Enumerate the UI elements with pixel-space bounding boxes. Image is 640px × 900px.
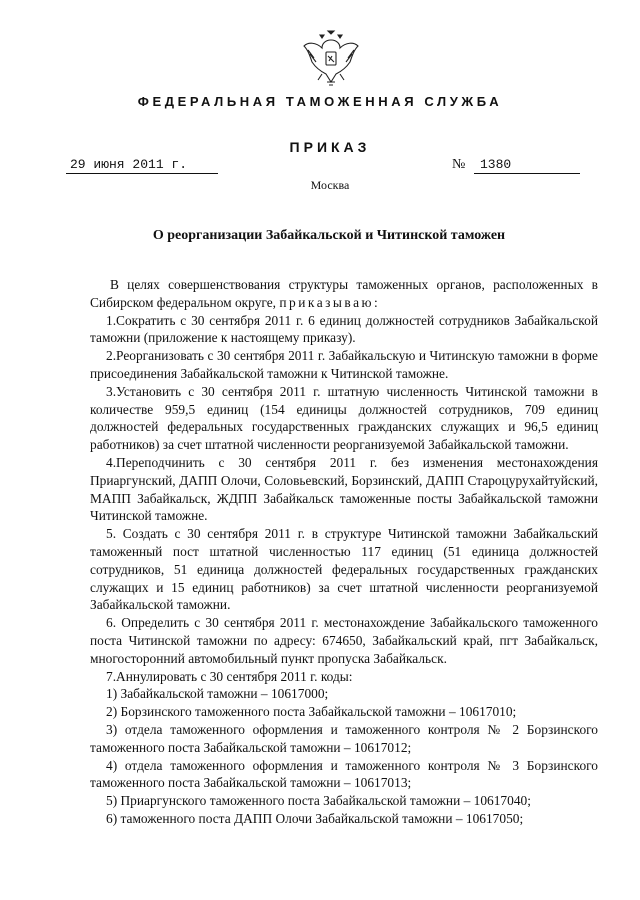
paragraph-7: 7.Аннулировать с 30 сентября 2011 г. коды:: [106, 668, 353, 684]
paragraph-4: 4.Переподчинить с 30 сентября 2011 г. без изменения местонахождения Приаргунский, ДАПП Олочи, Соловьевский, Борзинский, ДАПП Староцурухайтуйский, МАПП Забайкальск, ЖДПП Забайкальск таможенные посты Забайкальской таможни Читинской таможне.: [90, 454, 598, 524]
paragraph-2: 2.Реорганизовать с 30 сентября 2011 г. Забайкальскую и Читинскую таможни в форме присоединения Забайкальской таможни к Читинской таможне.: [90, 348, 598, 381]
paragraph-5: 5. Создать с 30 сентября 2011 г. в структуре Читинской таможни Забайкальский таможенный пост штатной численностью 117 единиц (51 единица должностей сотрудников, 51 единица должностей федеральных государственных гражданских служащих и 15 единиц работников) за счет штатной численности реорганизуемой Забайкальской таможни.: [90, 526, 598, 613]
agency-name: ФЕДЕРАЛЬНАЯ ТАМОЖЕННАЯ СЛУЖБА: [137, 94, 503, 109]
paragraph-1: 1.Сократить с 30 сентября 2011 г. 6 единиц должностей сотрудников Забайкальской таможни (приложение к настоящему приказу).: [90, 312, 598, 346]
number-sign: №: [452, 157, 466, 172]
intro-text: В целях совершенствования структуры таможенных органов, расположенных в Сибирском федеральном округе,: [90, 277, 598, 310]
code-item-2: 2) Борзинского таможенного поста Забайкальской таможни – 10617010;: [106, 704, 517, 720]
code-item-4: 4) отдела таможенного оформления и таможенного контроля № 3 Борзинского таможенного поста Забайкальской таможни – 10617013;: [90, 757, 598, 791]
paragraph-3: 3.Установить с 30 сентября 2011 г. штатную численность Читинской таможни в количестве 959,5 единиц (154 единицы должностей сотрудников, 709 единиц должностей федеральных государственных гражданских служащих и 96,5 единиц работников) за счет штатной численности реорганизуемой Забайкальской таможни.: [90, 383, 598, 453]
order-word: приказываю:: [279, 294, 381, 310]
intro-paragraph: [90, 276, 598, 312]
code-item-3: 3) отдела таможенного оформления и таможенного контроля № 2 Борзинского таможенного поста Забайкальской таможни – 10617012;: [90, 721, 598, 755]
order-number: 1380: [474, 156, 580, 174]
city: Москва: [310, 178, 350, 192]
paragraph-6: 6. Определить с 30 сентября 2011 г. местонахождение Забайкальского таможенного поста Читинской таможни по адресу: 674650, Забайкальский край, пгт Забайкальск, многосторонний автомобильный пункт пропуска Забайкальск.: [90, 615, 598, 666]
order-body: [90, 276, 598, 828]
order-subject: О реорганизации Забайкальской и Читинской таможен: [152, 228, 506, 243]
code-item-5: 5) Приаргунского таможенного поста Забайкальской таможни – 10617040;: [106, 793, 531, 809]
document-type: ПРИКАЗ: [289, 139, 371, 155]
code-item-1: 1) Забайкальской таможни – 10617000;: [106, 686, 329, 702]
order-date: 29 июня 2011 г.: [66, 156, 218, 174]
code-item-6: 6) таможенного поста ДАПП Олочи Забайкальской таможни – 10617050;: [106, 810, 524, 826]
coat-of-arms-icon: [300, 28, 362, 90]
